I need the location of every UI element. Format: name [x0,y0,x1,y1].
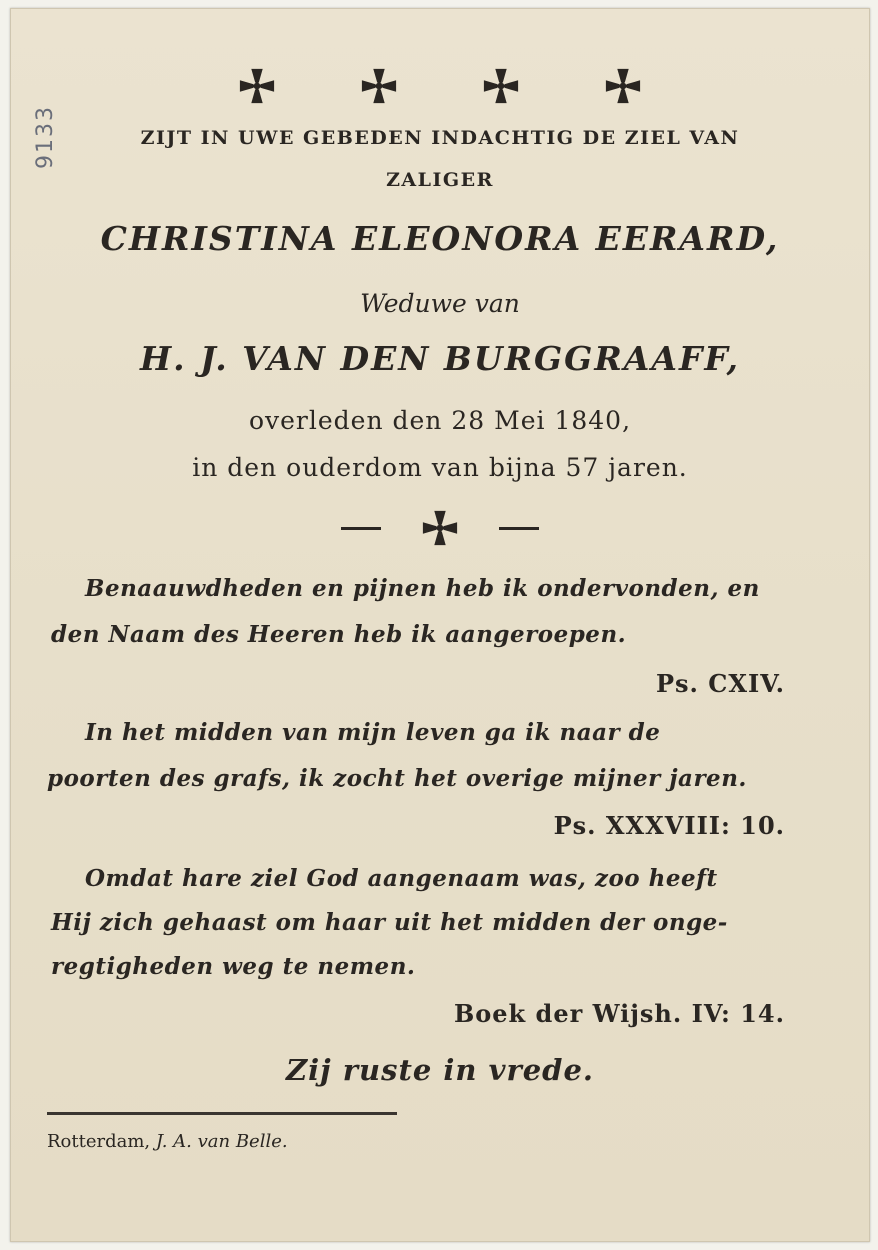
cross-pattee-icon [421,509,459,547]
footer-rule [47,1112,397,1115]
printer-name: J. A. van Belle. [155,1131,288,1152]
cross-pattee-icon [360,67,398,105]
scripture-reference: Ps. XXXVIII: 10. [553,811,785,840]
printer-city: Rotterdam, [47,1131,151,1152]
deceased-name: CHRISTINA ELEONORA EERARD, [100,219,780,258]
ornamental-divider [11,509,869,547]
spouse-name: H. J. VAN DEN BURGGRAAFF, [139,339,741,378]
handwritten-catalog-number: 9133 [33,105,58,169]
scripture-reference: Boek der Wijsh. IV: 14. [453,999,785,1028]
prayer-request-line: ZIJT IN UWE GEBEDEN INDACHTIG DE ZIEL VAN [140,127,740,149]
cross-pattee-icon [238,67,276,105]
verse-line: Benaauwdheden en pijnen heb ik ondervonden, en [85,575,760,602]
printer-imprint [47,1131,288,1152]
death-date: overleden den 28 Mei 1840, [248,406,632,435]
closing-blessing: Zij ruste in vrede. [285,1053,594,1087]
verse-line: Hij zich gehaast om haar uit het midden der onge- [51,909,728,936]
memorial-card [10,8,870,1242]
cross-pattee-icon [604,67,642,105]
cross-row [11,67,869,105]
verse-line: den Naam des Heeren heb ik aangeroepen. [51,621,627,648]
verse-line: poorten des grafs, ik zocht het overige mijner jaren. [47,765,747,792]
prayer-request-line-2: ZALIGER [386,169,494,191]
verse-line: In het midden van mijn leven ga ik naar de [85,719,661,746]
divider-dash-right [499,527,539,530]
verse-line: regtigheden weg te nemen. [51,953,416,980]
divider-dash-left [341,527,381,530]
relation-label: Weduwe van [360,289,520,318]
verse-line: Omdat hare ziel God aangenaam was, zoo heeft [85,865,718,892]
cross-pattee-icon [482,67,520,105]
age-at-death: in den ouderdom van bijna 57 jaren. [192,453,688,482]
scripture-reference: Ps. CXIV. [656,669,785,698]
